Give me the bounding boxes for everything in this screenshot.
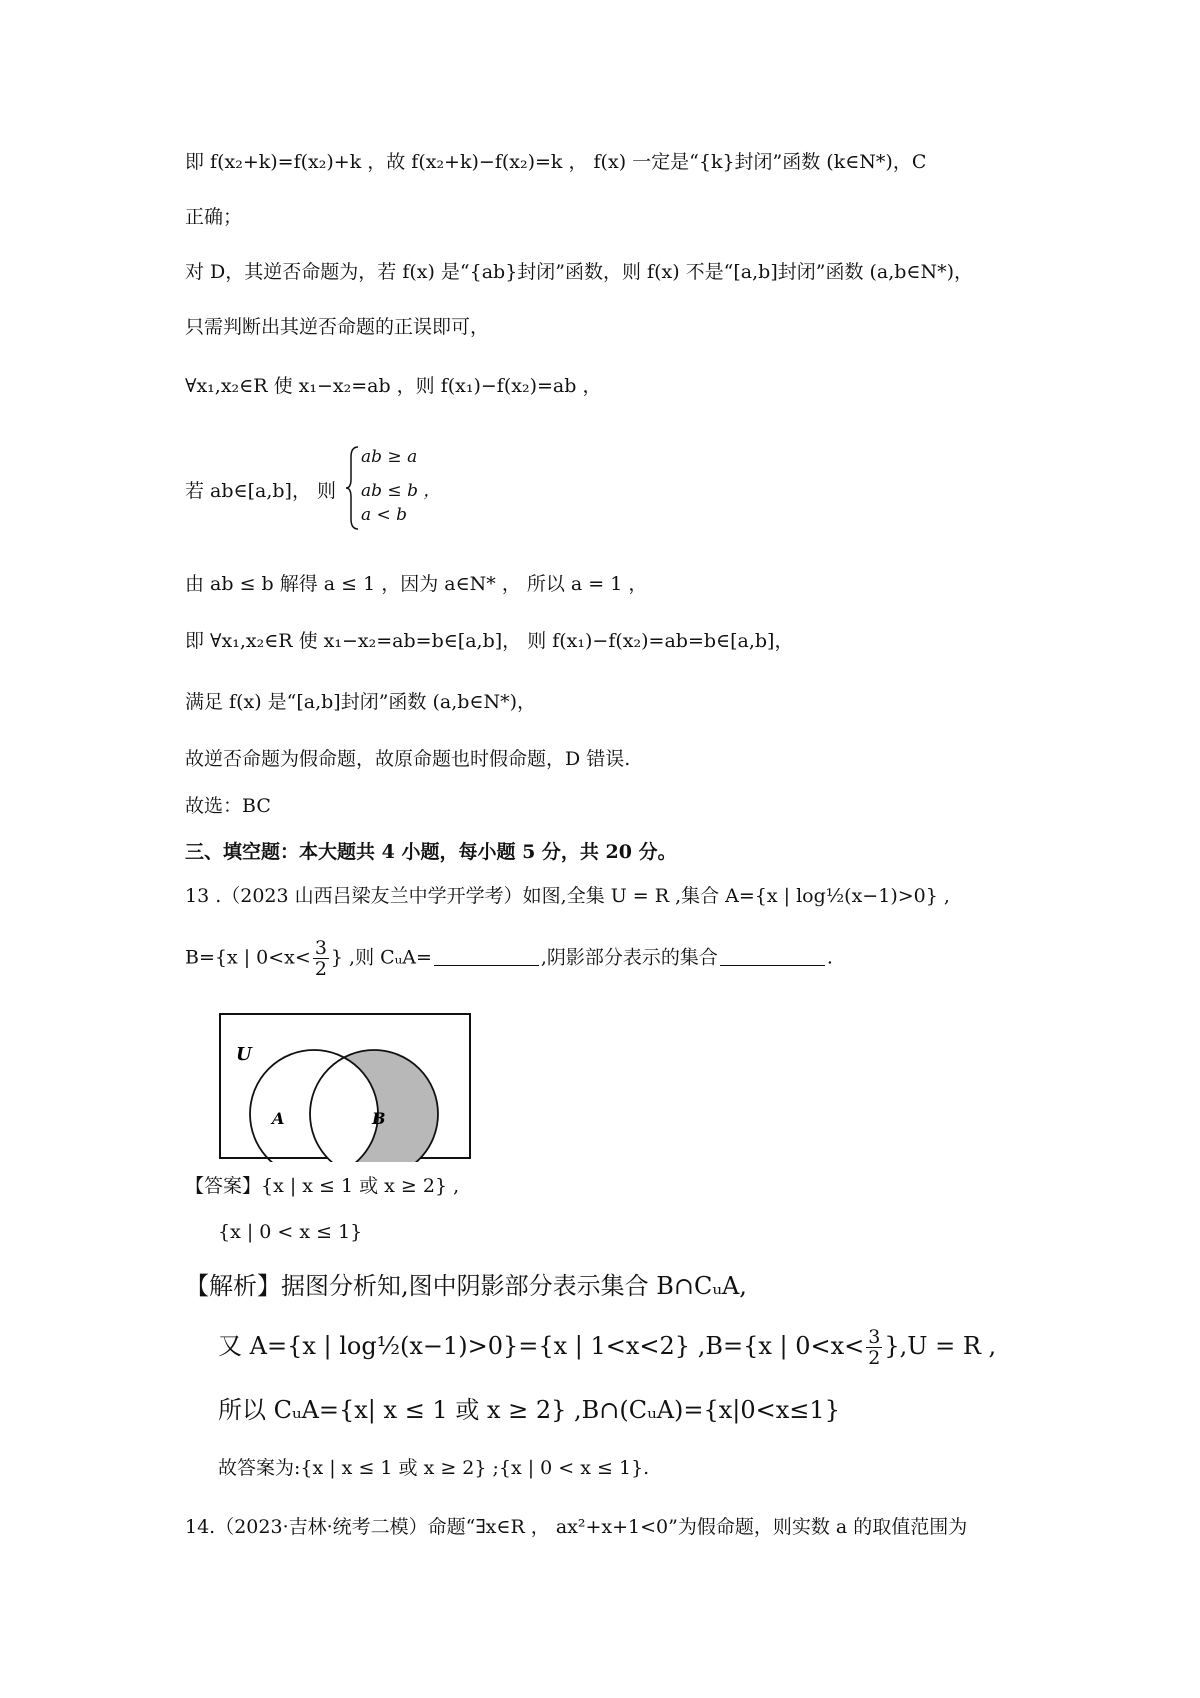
answer-blank-1	[434, 947, 539, 966]
fraction-2-numerator: 3	[868, 1326, 881, 1348]
line-10: 故逆否命题为假命题，故原命题也时假命题，D 错误.	[185, 748, 631, 770]
fraction-numerator: 3	[314, 937, 327, 959]
fraction-denominator: 2	[314, 958, 327, 980]
line-5: ∀x₁,x₂∈R 使 x₁−x₂=ab ，则 f(x₁)−f(x₂)=ab ，	[185, 375, 602, 397]
analysis-universe: },U = R ,	[884, 1332, 997, 1360]
period: .	[826, 946, 833, 969]
fraction	[313, 938, 329, 979]
line-7: 由 ab ≤ b 解得 a ≤ 1 ，因为 a∈N* ， 所以 a = 1 ，	[185, 573, 648, 595]
complement-label: } ,则 CᵤA=	[330, 946, 432, 969]
line-8: 即 ∀x₁,x₂∈R 使 x₁−x₂=ab=b∈[a,b]， 则 f(x₁)−f(x₂)=ab=b∈[a,b]，	[185, 630, 794, 652]
line-9: 满足 f(x) 是“[a,b]封闭”函数 (a,b∈N*)，	[185, 691, 537, 713]
fraction-2	[866, 1327, 882, 1368]
label-b: B	[372, 1109, 386, 1128]
line-3: 对 D，其逆否命题为，若 f(x) 是“{ab}封闭”函数，则 f(x) 不是“[a,b]封闭”函数 (a,b∈N*)，	[185, 261, 974, 283]
case-line-1: ab ≥ a	[361, 447, 418, 467]
analysis-line-3: 所以 CᵤA={x| x ≤ 1 或 x ≥ 2} ,B∩(CᵤA)={x|0<x≤1}	[218, 1396, 840, 1424]
label-a: A	[272, 1109, 285, 1128]
section-heading: 三、填空题：本大题共 4 小题，每小题 5 分，共 20 分。	[185, 841, 677, 863]
analysis-line-2	[218, 1327, 996, 1368]
shaded-label: ,阴影部分表示的集合	[540, 946, 718, 969]
label-u: U	[236, 1044, 252, 1065]
question-13-line-2	[185, 938, 833, 979]
analysis-line-1: 【解析】据图分析知,图中阴影部分表示集合 B∩CᵤA,	[185, 1272, 747, 1300]
question-13-stem: 13 .（2023 山西吕梁友兰中学开学考）如图,全集 U = R ,集合 A={x | log½(x−1)>0} ,	[185, 885, 950, 907]
answer-line-2: {x | 0 < x ≤ 1}	[218, 1221, 363, 1243]
line-2: 正确；	[185, 206, 243, 228]
venn-diagram	[218, 1012, 476, 1162]
left-brace-icon	[345, 445, 361, 531]
case-line-3: a < b	[361, 505, 408, 525]
line-1: 即 f(x₂+k)=f(x₂)+k ，故 f(x₂+k)−f(x₂)=k ， f(x) 一定是“{k}封闭”函数 (k∈N*)，C	[185, 151, 927, 173]
analysis-set-defs: 又 A={x | log½(x−1)>0}={x | 1<x<2} ,B={x | 0<x<	[218, 1332, 865, 1360]
line-6-prefix: 若 ab∈[a,b]， 则	[185, 480, 336, 502]
case-line-2: ab ≤ b ，	[361, 481, 441, 501]
line-4: 只需判断出其逆否命题的正误即可，	[185, 316, 490, 338]
set-b-def: B={x | 0<x<	[185, 946, 311, 969]
analysis-line-4: 故答案为:{x | x ≤ 1 或 x ≥ 2} ;{x | 0 < x ≤ 1}.	[218, 1457, 650, 1479]
answer-blank-2	[720, 947, 825, 966]
line-11: 故选：BC	[185, 795, 271, 817]
fraction-2-denominator: 2	[868, 1347, 881, 1369]
answer-line-1: 【答案】{x | x ≤ 1 或 x ≥ 2} ,	[185, 1175, 460, 1197]
question-14: 14.（2023·吉林·统考二模）命题“∃x∈R ， ax²+x+1<0”为假命题，则实数 a 的取值范围为	[185, 1516, 968, 1538]
